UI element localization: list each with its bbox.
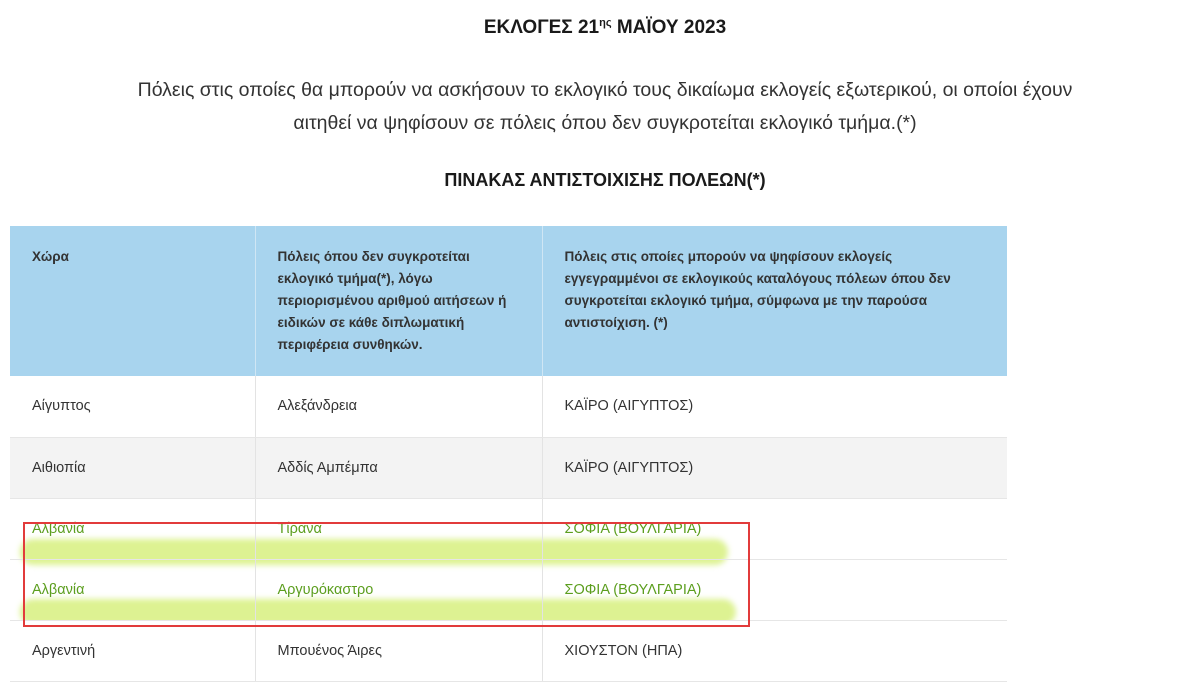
table-title: ΠΙΝΑΚΑΣ ΑΝΤΙΣΤΟΙΧΙΣΗΣ ΠΟΛΕΩΝ(*) [444, 170, 766, 190]
table-row [10, 620, 1007, 681]
cell-city: Μπουένος Άιρες [255, 620, 542, 681]
cell-voting-city: ΣΟΦΙΑ (ΒΟΥΛΓΑΡΙΑ) [542, 498, 1007, 559]
intro-line-1: Πόλεις στις οποίες θα μπορούν να ασκήσουν το εκλογικό τους δικαίωμα εκλογείς εξωτερικού, οι οποίοι έχουν [137, 79, 1073, 101]
table-header-row [10, 226, 1007, 376]
cell-city: Τίρανα [255, 498, 542, 559]
cell-country: Αργεντινή [10, 620, 255, 681]
title-main: ΕΚΛΟΓΕΣ 21 [483, 17, 600, 38]
intro-paragraph [0, 74, 1200, 140]
cell-voting-city: ΚΑΪΡΟ (ΑΙΓΥΠΤΟΣ) [542, 376, 1007, 437]
table-row [10, 437, 1007, 498]
header-country: Χώρα [10, 226, 255, 376]
cell-country: Αλβανία [10, 559, 255, 620]
title-rest: ΜΑΪΟΥ 2023 [616, 17, 727, 38]
title-superscript: ης [599, 17, 612, 29]
cell-city: Αλεξάνδρεια [255, 376, 542, 437]
cell-city: Αργυρόκαστρο [255, 559, 542, 620]
annotation-box [23, 522, 750, 627]
cell-voting-city: ΚΑΪΡΟ (ΑΙΓΥΠΤΟΣ) [542, 437, 1007, 498]
cell-country: Αιθιοπία [10, 437, 255, 498]
page-title [0, 17, 1200, 39]
header-cities-without-section: Πόλεις όπου δεν συγκροτείται εκλογικό τμήμα(*), λόγω περιορισμένου αριθμού αιτήσεων ή ειδικών σε κάθε διπλωματική περιφέρεια συνθηκών. [255, 226, 542, 376]
table-row [10, 376, 1007, 437]
intro-line-2: αιτηθεί να ψηφίσουν σε πόλεις όπου δεν συγκροτείται εκλογικό τμήμα.(*) [293, 112, 917, 134]
cell-country: Αίγυπτος [10, 376, 255, 437]
cell-country: Αλβανία [10, 498, 255, 559]
cell-city: Αδδίς Αμπέμπα [255, 437, 542, 498]
cell-voting-city: ΣΟΦΙΑ (ΒΟΥΛΓΑΡΙΑ) [542, 559, 1007, 620]
cell-voting-city: ΧΙΟΥΣΤΟΝ (ΗΠΑ) [542, 620, 1007, 681]
header-voting-cities: Πόλεις στις οποίες μπορούν να ψηφίσουν εκλογείς εγγεγραμμένοι σε εκλογικούς καταλόγους πόλεων όπου δεν συγκροτείται εκλογικό τμήμα, σύμφωνα με την παρούσα αντιστοίχιση. (*) [542, 226, 1007, 376]
